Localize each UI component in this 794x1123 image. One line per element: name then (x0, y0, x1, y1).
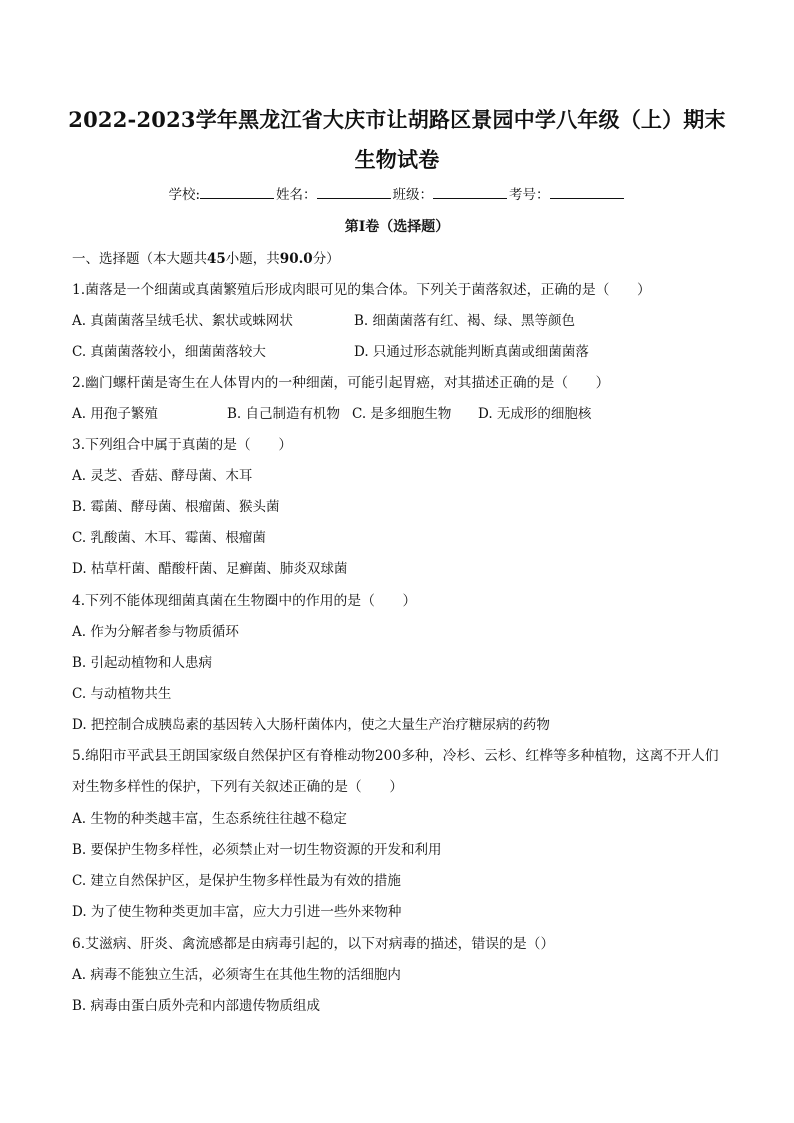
question-2-option-d: D. 无成形的细胞核 (478, 406, 592, 422)
question-4-option-d: D. 把控制合成胰岛素的基因转入大肠杆菌体内，使之大量生产治疗糖尿病的药物 (72, 717, 550, 733)
question-count: 45 (207, 251, 226, 267)
name-label: 姓名： (276, 187, 317, 203)
page-title: 2022-2023学年黑龙江省大庆市让胡路区景园中学八年级（上）期末生物试卷 (68, 107, 726, 172)
question-3-option-c: C. 乳酸菌、木耳、霉菌、根瘤菌 (72, 530, 266, 546)
question-3-option-b: B. 霉菌、酵母菌、根瘤菌、猴头菌 (72, 499, 280, 515)
name-blank (317, 185, 391, 199)
school-label: 学校: (168, 187, 201, 203)
question-1-option-d: D. 只通过形态就能判断真菌或细菌菌落 (354, 344, 589, 360)
question-3-option-d: D. 枯草杆菌、醋酸杆菌、足癣菌、肺炎双球菌 (72, 561, 348, 577)
question-4-option-a: A. 作为分解者参与物质循环 (72, 624, 239, 640)
question-2-option-a: A. 用孢子繁殖 (72, 406, 158, 422)
question-6-stem: 6.艾滋病、肝炎、禽流感都是由病毒引起的，以下对病毒的描述，错误的是（） (72, 936, 555, 952)
question-1-option-b: B. 细菌菌落有红、褐、绿、黑等颜色 (354, 313, 576, 329)
question-1-option-c: C. 真菌菌落较小，细菌菌落较大 (72, 344, 266, 360)
question-3-option-a: A. 灵芝、香菇、酵母菌、木耳 (72, 468, 253, 484)
class-blank (433, 185, 507, 199)
question-1-stem: 1.菌落是一个细菌或真菌繁殖后形成肉眼可见的集合体。下列关于菌落叙述，正确的是（ ） (72, 282, 651, 298)
question-4-option-c: C. 与动植物共生 (72, 686, 172, 702)
question-2-option-c: C. 是多细胞生物 (352, 406, 452, 422)
question-6-option-b: B. 病毒由蛋白质外壳和内部遗传物质组成 (72, 998, 321, 1014)
question-6-option-a: A. 病毒不能独立生活，必须寄生在其他生物的活细胞内 (72, 967, 401, 983)
question-5-option-a: A. 生物的种类越丰富，生态系统往往越不稳定 (72, 811, 347, 827)
number-label: 考号： (509, 187, 550, 203)
question-2-option-b: B. 自己制造有机物 (227, 406, 341, 422)
student-info-line (0, 185, 794, 205)
question-3-stem: 3.下列组合中属于真菌的是（ ） (72, 437, 293, 453)
part-heading-suffix: 分） (312, 251, 340, 267)
total-score: 90.0 (279, 251, 313, 267)
question-5-stem: 5.绵阳市平武县王朗国家级自然保护区有脊椎动物200多种，冷杉、云杉、红桦等多种植物，这离不开人们对生物多样性的保护，下列有关叙述正确的是（ ） (72, 748, 719, 795)
part-heading-prefix: 一、选择题（本大题共 (72, 251, 207, 267)
school-blank (200, 185, 274, 199)
section-title: 第I卷（选择题） (344, 219, 450, 235)
question-5-option-d: D. 为了使生物种类更加丰富，应大力引进一些外来物种 (72, 904, 402, 920)
part-heading (72, 247, 340, 267)
class-label: 班级： (392, 187, 434, 203)
part-heading-mid: 小题，共 (225, 251, 280, 267)
question-4-stem: 4.下列不能体现细菌真菌在生物圈中的作用的是（ ） (72, 593, 417, 609)
number-blank (550, 185, 624, 199)
question-5-option-c: C. 建立自然保护区，是保护生物多样性最为有效的措施 (72, 873, 401, 889)
question-5-option-b: B. 要保护生物多样性，必须禁止对一切生物资源的开发和利用 (72, 842, 442, 858)
question-2-stem: 2.幽门螺杆菌是寄生在人体胃内的一种细菌，可能引起胃癌，对其描述正确的是（ ） (72, 375, 610, 391)
question-4-option-b: B. 引起动植物和人患病 (72, 655, 213, 671)
question-1-option-a: A. 真菌菌落呈绒毛状、絮状或蛛网状 (72, 313, 293, 329)
